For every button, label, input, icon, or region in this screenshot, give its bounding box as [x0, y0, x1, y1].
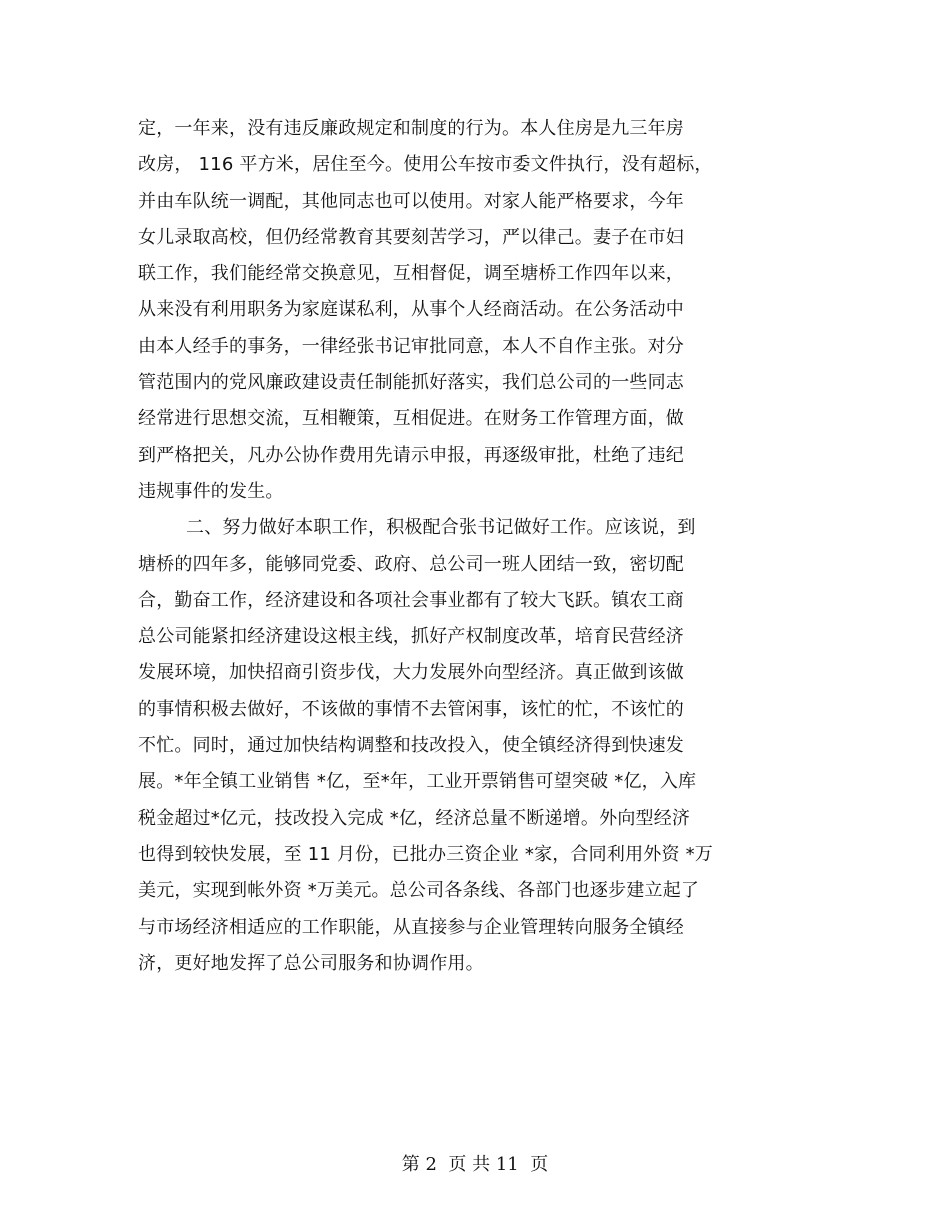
text-line: 济，更好地发挥了总公司服务和协调作用。	[138, 952, 484, 974]
text-line: 联工作，我们能经常交换意见，互相督促，调至塘桥工作四年以来，	[138, 263, 684, 285]
text-line: 总公司能紧扣经济建设这根主线，抓好产权制度改革，培育民营经济	[138, 626, 684, 648]
text-line: 违规事件的发生。	[138, 480, 284, 502]
text-line: 发展环境，加快招商引资步伐，大力发展外向型经济。真正做到该做	[138, 662, 684, 684]
text-line: 改房， 116 平方米，居住至今。使用公车按市委文件执行，没有超标，	[138, 154, 713, 176]
text-line: 由本人经手的事务，一律经张书记审批同意，本人不自作主张。对分	[138, 335, 684, 357]
text-line: 女儿录取高校，但仍经常教育其要刻苦学习，严以律己。妻子在市妇	[138, 226, 684, 248]
text-line: 塘桥的四年多，能够同党委、政府、总公司一班人团结一致，密切配	[138, 553, 684, 575]
page-number-footer: 第 2 页 共 11 页	[401, 1154, 549, 1175]
text-line: 管范围内的党风廉政建设责任制能抓好落实，我们总公司的一些同志	[138, 372, 684, 394]
section-heading-line: 二、努力做好本职工作，积极配合张书记做好工作。应该说，到	[186, 517, 696, 539]
text-line: 美元，实现到帐外资 *万美元。总公司各条线、各部门也逐步建立起了	[138, 880, 700, 902]
text-line: 到严格把关，凡办公协作费用先请示申报，再逐级审批，杜绝了违纪	[138, 444, 684, 466]
text-line: 与市场经济相适应的工作职能，从直接参与企业管理转向服务全镇经	[138, 916, 684, 938]
text-line: 合，勤奋工作，经济建设和各项社会事业都有了较大飞跃。镇农工商	[138, 589, 684, 611]
body-text	[138, 111, 818, 982]
text-line: 展。*年全镇工业销售 *亿，至*年，工业开票销售可望突破 *亿，入库	[138, 771, 697, 793]
text-line: 的事情积极去做好，不该做的事情不去管闲事，该忙的忙，不该忙的	[138, 698, 684, 720]
text-line: 税金超过*亿元，技改投入完成 *亿，经济总量不断递增。外向型经济	[138, 807, 691, 829]
text-line: 不忙。同时，通过加快结构调整和技改投入，使全镇经济得到快速发	[138, 735, 684, 757]
text-line: 并由车队统一调配，其他同志也可以使用。对家人能严格要求，今年	[138, 190, 684, 212]
text-line: 也得到较快发展，至 11 月份，已批办三资企业 *家，合同利用外资 *万	[138, 843, 713, 865]
text-line: 定，一年来，没有违反廉政规定和制度的行为。本人住房是九三年房	[138, 118, 684, 139]
text-line: 从来没有利用职务为家庭谋私利，从事个人经商活动。在公务活动中	[138, 299, 684, 321]
text-line: 经常进行思想交流，互相鞭策，互相促进。在财务工作管理方面，做	[138, 408, 684, 430]
